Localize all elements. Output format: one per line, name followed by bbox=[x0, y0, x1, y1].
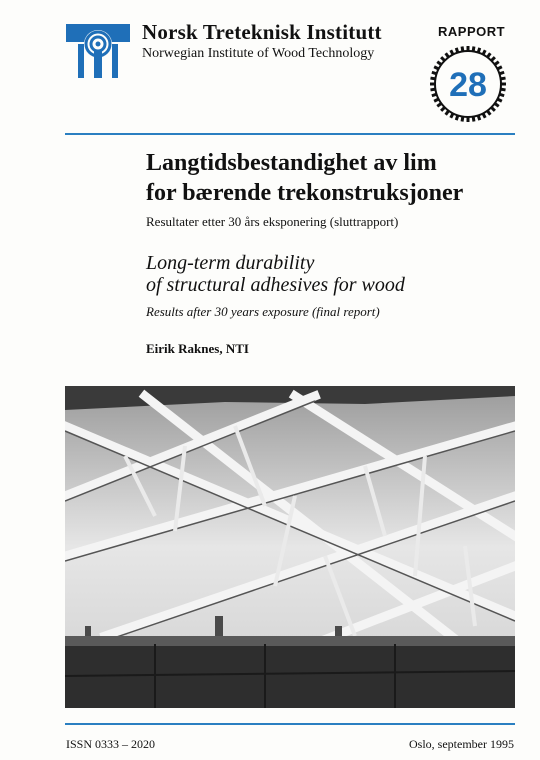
subtitle-english: Results after 30 years exposure (final report) bbox=[146, 304, 380, 319]
issn: ISSN 0333 – 2020 bbox=[66, 737, 156, 751]
nti-logo-icon bbox=[64, 20, 134, 82]
institute-name: Norsk Treteknisk Institutt bbox=[142, 20, 382, 44]
footer-divider bbox=[65, 723, 515, 725]
report-label: RAPPORT bbox=[438, 24, 506, 39]
title-english-line-2: of structural adhesives for wood bbox=[146, 274, 405, 296]
report-number-badge bbox=[428, 44, 508, 124]
report-number: 28 bbox=[449, 66, 487, 104]
place-and-date: Oslo, september 1995 bbox=[409, 737, 514, 751]
title-english bbox=[146, 252, 405, 296]
title-line-2: for bærende trekonstruksjoner bbox=[146, 180, 464, 206]
title-line-1: Langtidsbestandighet av lim bbox=[146, 150, 437, 176]
subtitle-norwegian: Resultater etter 30 års eksponering (sluttrapport) bbox=[146, 214, 399, 229]
title-english-line-1: Long-term durability bbox=[146, 252, 315, 274]
title-norwegian bbox=[146, 148, 463, 208]
author: Eirik Raknes, NTI bbox=[146, 341, 249, 356]
cover-photo-roof-trusses bbox=[65, 386, 515, 708]
institute-name-english: Norwegian Institute of Wood Technology bbox=[142, 46, 375, 61]
header-divider bbox=[65, 133, 515, 135]
